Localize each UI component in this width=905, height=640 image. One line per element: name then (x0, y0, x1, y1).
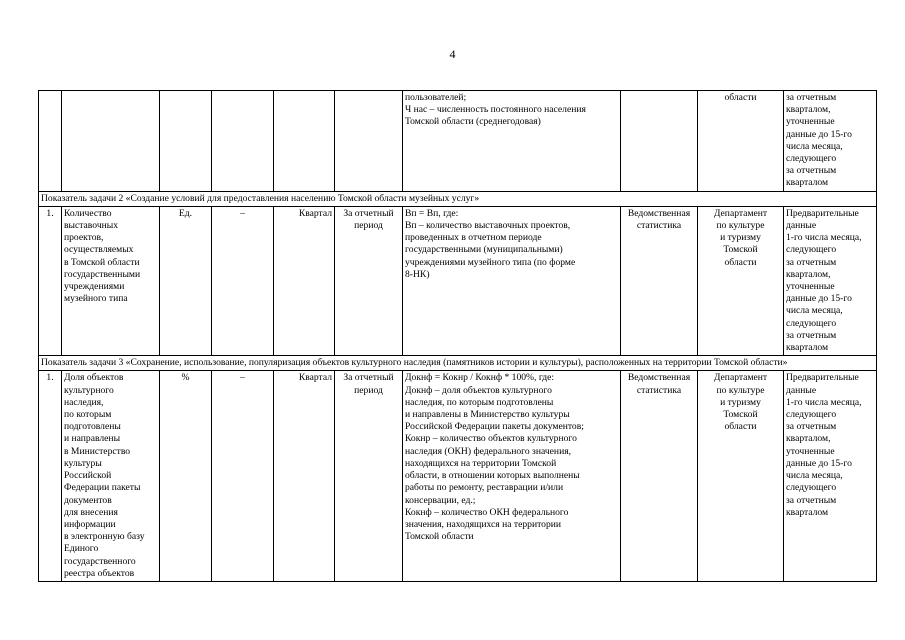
cell-responsible: Департамент по культуре и туризму Томской области (698, 206, 784, 355)
cell-period (274, 91, 335, 192)
section-heading-3: Показатель задачи 3 «Сохранение, использование, популяризация объектов культурного наследия (памятников истории и культуры), расположенных на территории Томской области» (39, 356, 877, 371)
cell-method: Вп = Вп, где: Вп – количество выставочных проектов, проведенных в отчетном периоде государственными (муниципальными) учреждениями музейного типа (по форме 8-НК) (403, 206, 621, 355)
cell-method: Докнф = Кокнр / Кокнф * 100%, где: Докнф – доля объектов культурного наследия, по которым подготовлены и направлены в Министерство культуры Российской Федерации пакеты документов; Кокнр – количество объектов культурного наследия (ОКН) федерального значения, находящихся на территории Томской области, в отношении которых выполнены работы по ремонту, реставрации и/или консервации, ед.; Кокнф – количество ОКН федерального значения, находящихся на территории Томской области (403, 371, 621, 581)
cell-name: Количество выставочных проектов, осуществляемых в Томской области государственными учреждениями музейного типа (62, 206, 160, 355)
cell-source: Ведомственная статистика (621, 371, 698, 581)
cell-moment: За отчетный период (335, 206, 403, 355)
indicator-table (38, 90, 877, 582)
table-row (39, 91, 877, 192)
cell-name: Доля объектов культурного наследия, по которым подготовлены и направлены в Министерство культуры Российской Федерации пакеты документов для внесения информации в электронную базу Единого государственного реестра объектов (62, 371, 160, 581)
cell-unit: % (160, 371, 212, 581)
cell-dash: – (212, 206, 274, 355)
cell-responsible: Департамент по культуре и туризму Томской области (698, 371, 784, 581)
page-number: 4 (449, 47, 456, 61)
cell-deadline: Предварительные данные 1-го числа месяца, следующего за отчетным кварталом, уточненные данные до 15-го числа месяца, следующего за отчетным кварталом (784, 371, 877, 581)
section-row (39, 356, 877, 371)
table-row (39, 371, 877, 581)
cell-deadline: Предварительные данные 1-го числа месяца, следующего за отчетным кварталом, уточненные данные до 15-го числа месяца, следующего за отчетным кварталом (784, 206, 877, 355)
cell-num (39, 91, 62, 192)
cell-period: Квартал (274, 206, 335, 355)
cell-unit: Ед. (160, 206, 212, 355)
cell-moment: За отчетный период (335, 371, 403, 581)
cell-num: 1. (39, 371, 62, 581)
cell-deadline: за отчетным кварталом, уточненные данные до 15-го числа месяца, следующего за отчетным кварталом (784, 91, 877, 192)
cell-source: Ведомственная статистика (621, 206, 698, 355)
cell-period: Квартал (274, 371, 335, 581)
cell-moment (335, 91, 403, 192)
cell-method: пользователей; Ч нас – численность постоянного населения Томской области (среднегодовая) (403, 91, 621, 192)
section-heading-2: Показатель задачи 2 «Создание условий для предоставления населению Томской области музейных услуг» (39, 191, 877, 206)
cell-unit (160, 91, 212, 192)
cell-responsible: области (698, 91, 784, 192)
cell-name (62, 91, 160, 192)
table-row (39, 206, 877, 355)
cell-dash: – (212, 371, 274, 581)
cell-source (621, 91, 698, 192)
cell-num: 1. (39, 206, 62, 355)
cell-dash (212, 91, 274, 192)
section-row (39, 191, 877, 206)
